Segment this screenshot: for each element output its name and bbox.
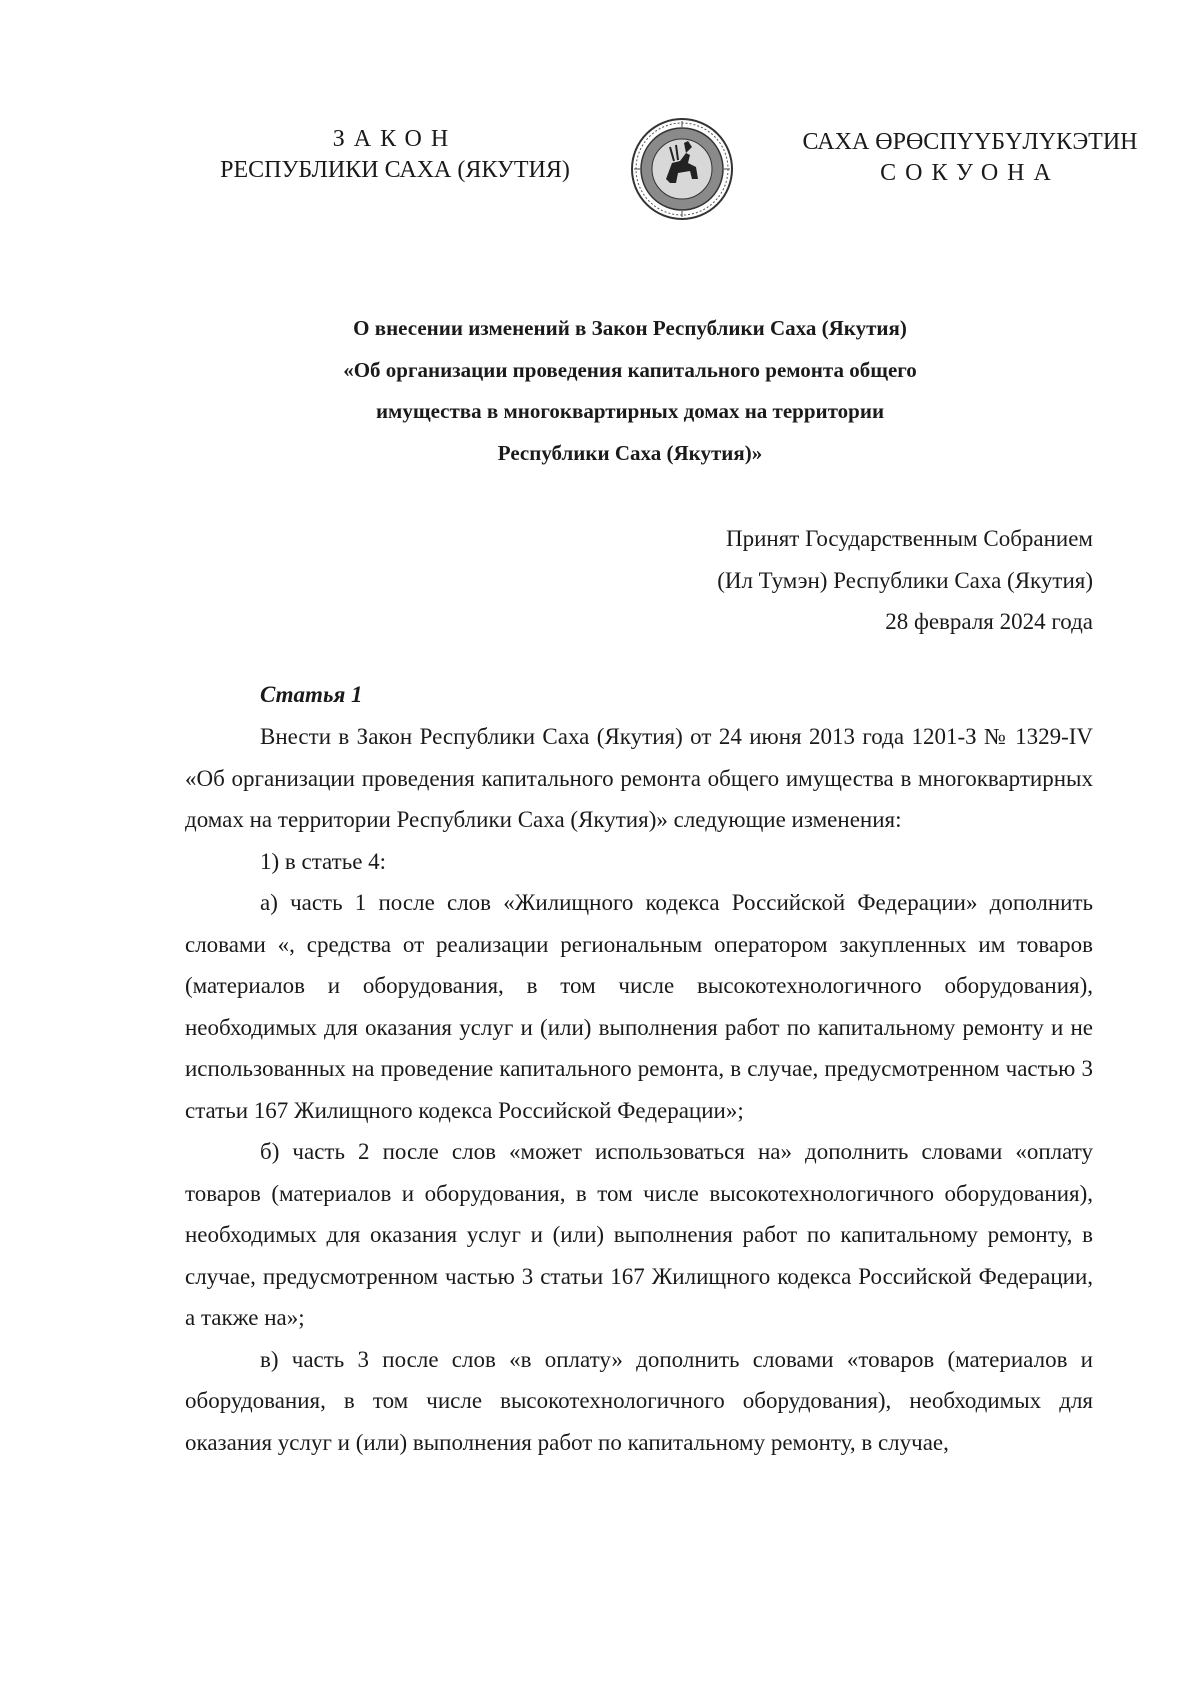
republic-name-sah: САХА ӨРӨСПҮҮБҮЛҮКЭТИН bbox=[802, 129, 1138, 155]
adoption-line-1: Принят Государственным Собранием bbox=[725, 526, 1093, 551]
article-paragraph: в) часть 3 после слов «в оплату» дополнить словами «товаров (материалов и оборудования, в том числе высокотехнологичного оборудования), необходимых для оказания услуг и (или) выполнения работ по капитальному ремонту, в случае, bbox=[185, 1346, 1093, 1455]
article-paragraph: б) часть 2 после слов «может использоваться на» дополнить словами «оплату товаров (материалов и оборудования, в том числе высокотехнологичного оборудования), необходимых для оказания услуг и (или) выполнения работ по капитальному ремонту, в случае, предусмотренном частью 3 статьи 167 Жилищного кодекса Российской Федерации, а также на»; bbox=[185, 1139, 1093, 1330]
law-header-ru bbox=[180, 124, 610, 186]
republic-name-ru: РЕСПУБЛИКИ САХА (ЯКУТИЯ) bbox=[220, 157, 570, 183]
adoption-note bbox=[717, 518, 1093, 643]
law-title bbox=[180, 308, 1080, 474]
article-heading: Статья 1 bbox=[260, 682, 363, 707]
law-title-line-4: Республики Саха (Якутия)» bbox=[497, 440, 763, 465]
adoption-line-2: (Ил Тумэн) Республики Саха (Якутия) bbox=[717, 567, 1093, 593]
article-paragraph: 1) в статье 4: bbox=[260, 848, 387, 874]
law-word-ru: ЗАКОН bbox=[332, 126, 458, 152]
article-body bbox=[185, 716, 1093, 1463]
law-title-line-2: «Об организации проведения капитального ремонта общего bbox=[343, 357, 917, 382]
law-title-line-3: имущества в многоквартирных домах на территории bbox=[375, 399, 885, 423]
coat-of-arms-emblem-icon bbox=[630, 117, 734, 221]
law-word-sah: СОКУОНА bbox=[880, 160, 1060, 186]
law-header-sah bbox=[780, 127, 1160, 189]
law-title-line-1: О внесении изменений в Закон Республики Саха (Якутия) bbox=[353, 316, 907, 340]
article-paragraph: Внести в Закон Республики Саха (Якутия) от 24 июня 2013 года 1201-З № 1329-IV «Об организации проведения капитального ремонта общего имущества в многоквартирных домах на территории Республики Саха (Якутия)» следующие изменения: bbox=[185, 724, 1093, 832]
adoption-date: 28 февраля 2024 года bbox=[885, 609, 1093, 634]
article-paragraph: а) часть 1 после слов «Жилищного кодекса Российской Федерации» дополнить словами «, средства от реализации региональным оператором закупленных им товаров (материалов и оборудования, в том числе высокотехнологичного оборудования), необходимых для оказания услуг и (или) выполнения работ по капитальному ремонту и не использованных на проведение капитального ремонта, в случае, предусмотренном частью 3 статьи 167 Жилищного кодекса Российской Федерации»; bbox=[185, 890, 1093, 1123]
